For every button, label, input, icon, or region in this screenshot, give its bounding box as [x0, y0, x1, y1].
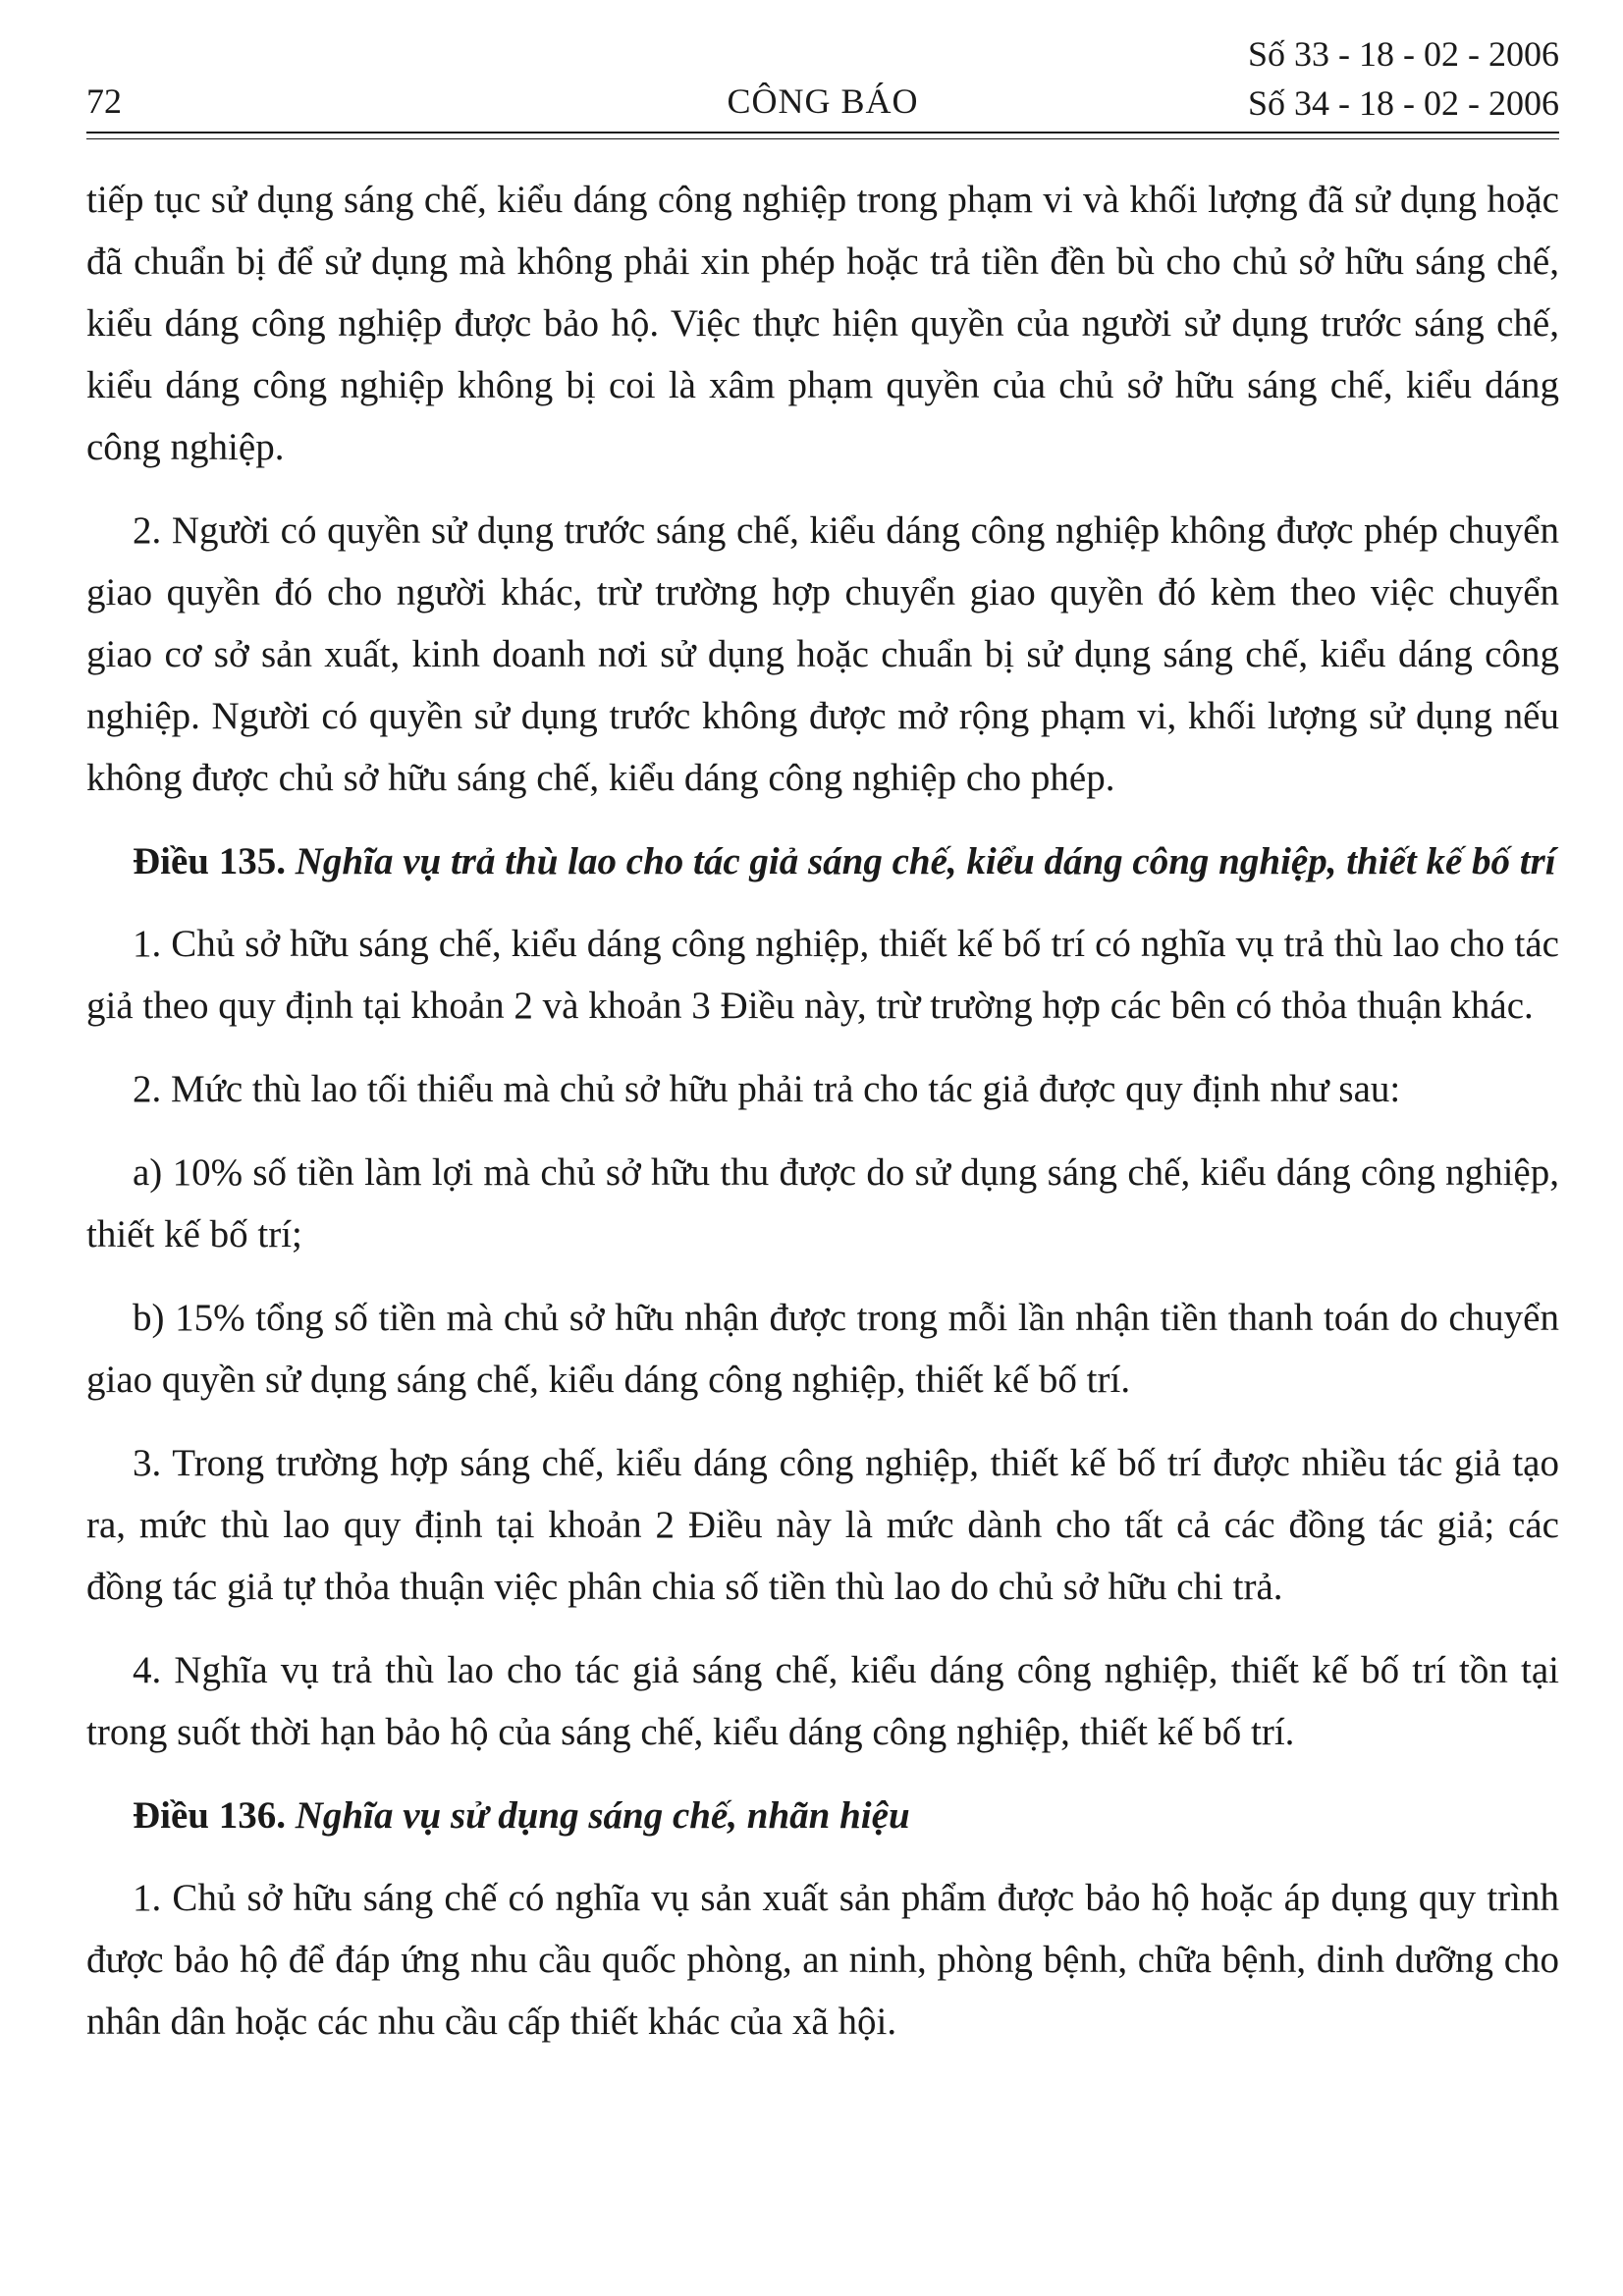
paragraph: 4. Nghĩa vụ trả thù lao cho tác giả sáng chế, kiểu dáng công nghiệp, thiết kế bố trí tồn tại trong suốt thời hạn bảo hộ của sáng chế, kiểu dáng công nghiệp, thiết kế bố trí. [86, 1649, 1559, 1753]
page-header [86, 29, 1559, 137]
article-label: Điều 135. [133, 840, 286, 882]
paragraph: a) 10% số tiền làm lợi mà chủ sở hữu thu được do sử dụng sáng chế, kiểu dáng công nghiệp, thiết kế bố trí; [86, 1151, 1559, 1255]
paragraph: 1. Chủ sở hữu sáng chế, kiểu dáng công nghiệp, thiết kế bố trí có nghĩa vụ trả thù lao cho tác giả theo quy định tại khoản 2 và khoản 3 Điều này, trừ trường hợp các bên có thỏa thuận khác. [86, 923, 1559, 1027]
article-label: Điều 136. [133, 1794, 286, 1837]
issue-number: Số 33 - 18 - 02 - 2006 [1248, 34, 1559, 74]
paragraph: 1. Chủ sở hữu sáng chế có nghĩa vụ sản xuất sản phẩm được bảo hộ hoặc áp dụng quy trình được bảo hộ để đáp ứng nhu cầu quốc phòng, an ninh, phòng bệnh, chữa bệnh, dinh dưỡng cho nhân dân hoặc các nhu cầu cấp thiết khác của xã hội. [86, 1877, 1559, 2043]
paragraph: 3. Trong trường hợp sáng chế, kiểu dáng công nghiệp, thiết kế bố trí được nhiều tác giả tạo ra, mức thù lao quy định tại khoản 2 Điều này là mức dành cho tất cả các đồng tác giả; các đồng tác giả tự thỏa thuận việc phân chia số tiền thù lao do chủ sở hữu chi trả. [86, 1442, 1559, 1608]
issue-numbers [1248, 29, 1559, 128]
paragraph: 2. Người có quyền sử dụng trước sáng chế, kiểu dáng công nghiệp không được phép chuyển giao quyền đó cho người khác, trừ trường hợp chuyển giao quyền đó kèm theo việc chuyển giao cơ sở sản xuất, kinh doanh nơi sử dụng hoặc chuẩn bị sử dụng sáng chế, kiểu dáng công nghiệp. Người có quyền sử dụng trước không được mở rộng phạm vi, khối lượng sử dụng nếu không được chủ sở hữu sáng chế, kiểu dáng công nghiệp cho phép. [86, 509, 1559, 799]
header-rule [86, 138, 1559, 139]
article-heading [86, 830, 1559, 893]
body-text [86, 169, 1559, 2074]
publication-title: CÔNG BÁO [727, 81, 919, 121]
issue-number: Số 34 - 18 - 02 - 2006 [1248, 83, 1559, 123]
article-heading [86, 1785, 1559, 1847]
header-rule [86, 132, 1559, 133]
paragraph: tiếp tục sử dụng sáng chế, kiểu dáng công nghiệp trong phạm vi và khối lượng đã sử dụng hoặc đã chuẩn bị để sử dụng mà không phải xin phép hoặc trả tiền đền bù cho chủ sở hữu sáng chế, kiểu dáng công nghiệp được bảo hộ. Việc thực hiện quyền của người sử dụng trước sáng chế, kiểu dáng công nghiệp không bị coi là xâm phạm quyền của chủ sở hữu sáng chế, kiểu dáng công nghiệp. [86, 179, 1559, 468]
article-title: Nghĩa vụ sử dụng sáng chế, nhãn hiệu [295, 1794, 910, 1837]
paragraph: b) 15% tổng số tiền mà chủ sở hữu nhận được trong mỗi lần nhận tiền thanh toán do chuyển giao quyền sử dụng sáng chế, kiểu dáng công nghiệp, thiết kế bố trí. [86, 1297, 1559, 1401]
article-title: Nghĩa vụ trả thù lao cho tác giả sáng chế, kiểu dáng công nghiệp, thiết kế bố trí [295, 840, 1556, 882]
paragraph: 2. Mức thù lao tối thiểu mà chủ sở hữu phải trả cho tác giả được quy định như sau: [133, 1068, 1401, 1110]
page-number: 72 [86, 81, 122, 121]
